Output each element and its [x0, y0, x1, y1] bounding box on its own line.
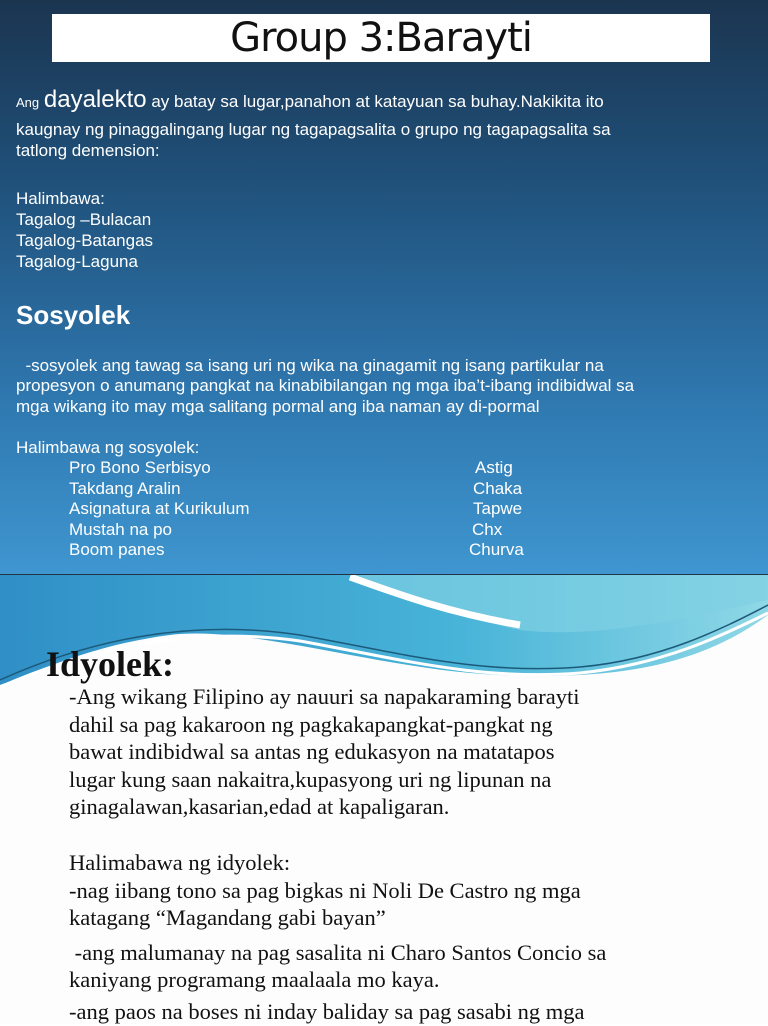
example-item: Tagalog –Bulacan: [16, 210, 152, 229]
informal-item: Chx: [472, 519, 503, 539]
idyolek-line: lugar kung saan nakaitra,kupasyong uri ng lipunan na: [69, 767, 552, 792]
idyolek-example: -ang malumanay na pag sasalita ni Charo Santos Concio sa: [69, 940, 607, 965]
examples-label: Halimbawa:: [16, 189, 105, 208]
intro-text: ay batay sa lugar,panahon at katayuan sa buhay.Nakikita ito: [146, 92, 604, 111]
formal-item: Pro Bono Serbisyo: [69, 458, 211, 477]
idyolek-example: -ang paos na boses ni inday baliday sa pag sasabi ng mga: [69, 999, 585, 1024]
idyolek-line: -Ang wikang Filipino ay nauuri sa napakaraming barayti: [69, 684, 580, 709]
idyolek-line: dahil sa pag kakaroon ng pagkakapangkat-pangkat ng: [69, 712, 553, 737]
sosyolek-examples-label: Halimbawa ng sosyolek:: [16, 438, 200, 457]
formal-list: [69, 458, 249, 561]
idyolek-example: kaniyang programang maalaala mo kaya.: [69, 967, 440, 992]
intro-line-2: kaugnay ng pinaggalingang lugar ng tagapagsalita o grupo ng tagapagsalita sa: [16, 120, 611, 139]
informal-item: Astig: [475, 458, 513, 477]
sosyolek-line: -sosyolek ang tawag sa isang uri ng wika na ginagamit ng isang partikular na: [16, 356, 604, 375]
example-item: Tagalog-Batangas: [16, 231, 154, 250]
idyolek-example: katagang “Magandang gabi bayan”: [69, 905, 386, 930]
informal-item: Chaka: [473, 478, 523, 498]
idyolek-heading: Idyolek:: [46, 644, 175, 684]
intro-line-3: tatlong demension:: [16, 141, 160, 160]
idyolek-line: bawat indibidwal sa antas ng edukasyon na matatapos: [69, 739, 555, 764]
sosyolek-line: mga wikang ito may mga salitang pormal ang iba naman ay di-pormal: [16, 397, 540, 416]
example-item: Tagalog-Laguna: [16, 252, 138, 271]
informal-item: Churva: [469, 540, 524, 559]
idyolek-line: ginagalawan,kasarian,edad at kapaligaran.: [69, 794, 450, 819]
sosyolek-line: propesyon o anumang pangkat na kinabibilangan ng mga iba’t-ibang indibidwal sa: [16, 376, 635, 395]
idyolek-example: -nag iibang tono sa pag bigkas ni Noli De Castro ng mga: [69, 878, 581, 903]
slide-title: Group 3:Barayti: [52, 14, 710, 62]
slide-idyolek: [0, 574, 768, 1024]
idyolek-examples-label: Halimabawa ng idyolek:: [69, 850, 291, 875]
formal-item: Mustah na po: [69, 519, 173, 539]
informal-list: [469, 458, 524, 561]
intro-term: dayalekto: [43, 86, 147, 113]
informal-item: Tapwe: [473, 499, 523, 518]
intro-prefix: Ang: [16, 95, 40, 110]
formal-item: Takdang Aralin: [69, 478, 181, 498]
sosyolek-heading: Sosyolek: [16, 300, 131, 330]
formal-item: Asignatura at Kurikulum: [69, 499, 250, 518]
intro-line-1: [16, 86, 604, 114]
formal-item: Boom panes: [69, 540, 165, 559]
